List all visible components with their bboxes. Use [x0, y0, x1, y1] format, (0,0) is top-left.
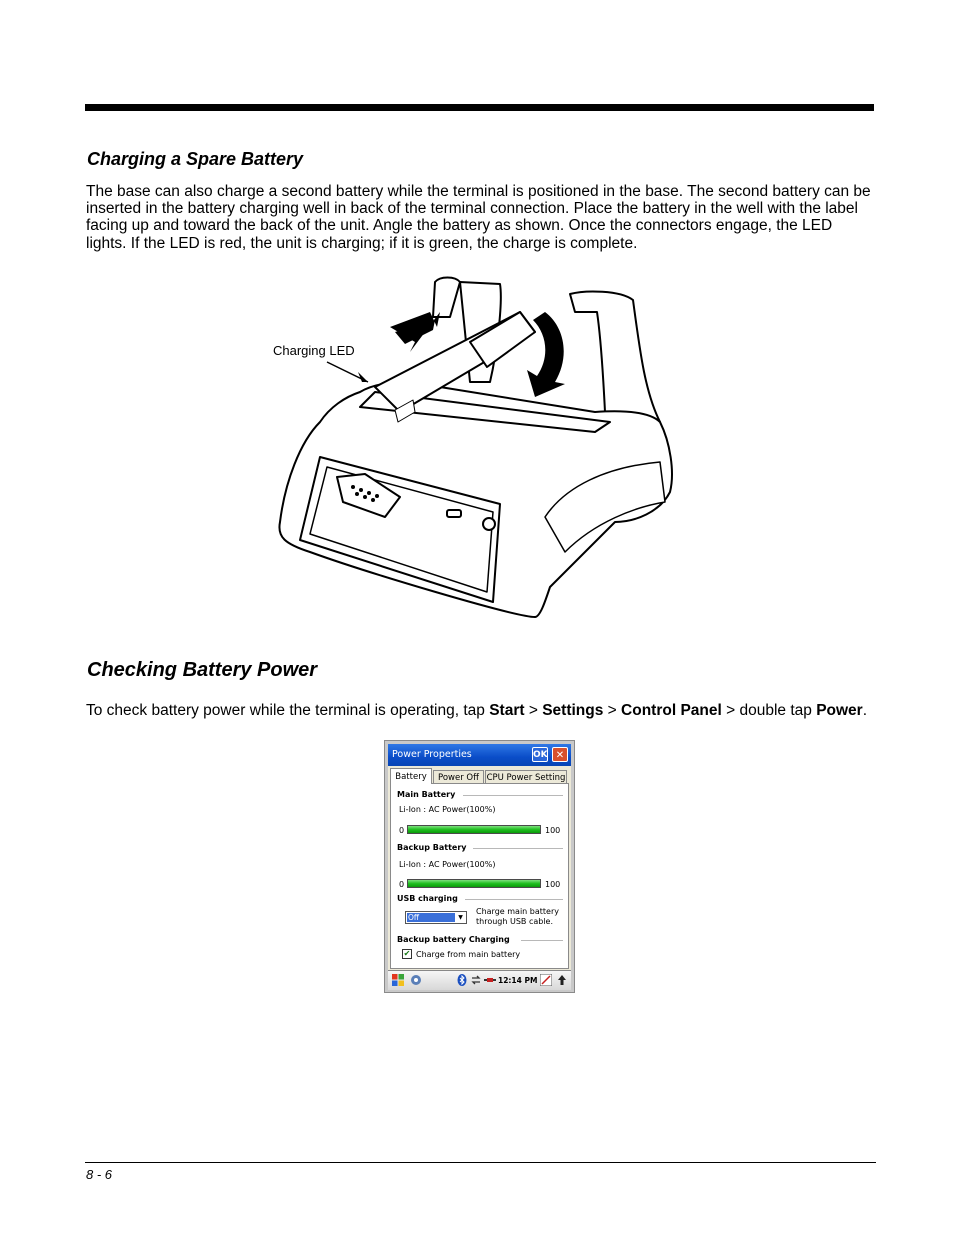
charge-from-main-checkbox[interactable]: ✔: [403, 949, 411, 958]
backup-charging-label: Backup battery Charging: [397, 935, 510, 944]
section-title-checking-battery-power: Checking Battery Power: [87, 659, 318, 681]
step-power: Power: [816, 702, 863, 719]
group-divider: [465, 899, 563, 900]
step-control-panel: Control Panel: [621, 702, 722, 719]
usb-charging-select[interactable]: [405, 911, 467, 924]
tab-cpu-power-setting[interactable]: CPU Power Setting: [485, 770, 567, 784]
usb-charging-selected-value: Off: [407, 913, 455, 922]
tab-battery[interactable]: Battery: [390, 768, 432, 784]
close-button[interactable]: ✕: [552, 747, 568, 762]
keyboard-toggle-icon[interactable]: [556, 974, 568, 986]
dialog-title: Power Properties: [392, 749, 472, 760]
group-divider: [473, 848, 563, 849]
step-start: Start: [489, 702, 525, 719]
separator: >: [603, 702, 622, 719]
para-text: > double tap: [721, 702, 817, 719]
charging-base-illustration: [265, 272, 695, 642]
taskbar: [388, 970, 571, 990]
power-plug-icon[interactable]: [484, 974, 496, 986]
sync-icon[interactable]: [470, 974, 482, 986]
windows-start-icon[interactable]: [392, 974, 404, 986]
chevron-down-icon[interactable]: ▼: [458, 914, 463, 921]
ok-button[interactable]: OK: [532, 747, 548, 762]
backup-battery-level-fill: [408, 880, 540, 887]
backup-battery-label: Backup Battery: [397, 843, 467, 852]
section-title-charging-spare-battery: Charging a Spare Battery: [87, 149, 304, 169]
signal-icon[interactable]: [540, 974, 552, 986]
backup-battery-level-bar: [407, 879, 541, 888]
power-properties-dialog: [384, 740, 575, 993]
backup-battery-status: Li-Ion : AC Power(100%): [399, 860, 496, 869]
main-battery-status: Li-Ion : AC Power(100%): [399, 805, 496, 814]
main-battery-level-fill: [408, 826, 540, 833]
dialog-window: [388, 744, 571, 989]
para-text: To check battery power while the terminal is operating, tap: [86, 702, 490, 719]
group-divider: [521, 940, 563, 941]
tab-power-off[interactable]: Power Off: [433, 770, 484, 784]
page-number: 8 - 6: [86, 1167, 113, 1182]
separator: >: [524, 702, 543, 719]
main-battery-min: 0: [399, 826, 405, 835]
battery-tab-panel: [390, 783, 569, 969]
charging-spare-battery-paragraph: The base can also charge a second battery while the terminal is positioned in the base. The second battery can be inserted in the battery charging well in back of the terminal connection. Place the battery in the well with the label facing up and toward the back of the unit. Angle the battery as shown. Once the connectors engage, the LED lights. If the LED is red, the unit is charging; if it is green, the charge is complete.: [86, 183, 871, 252]
main-battery-label: Main Battery: [397, 790, 456, 799]
usb-charging-description-2: through USB cable.: [476, 917, 554, 926]
main-battery-level-bar: [407, 825, 541, 834]
checking-battery-paragraph: [86, 702, 876, 719]
dialog-titlebar: [388, 744, 571, 766]
group-divider: [463, 795, 563, 796]
usb-charging-label: USB charging: [397, 894, 458, 903]
backup-battery-max: 100: [545, 880, 561, 889]
charge-from-main-label: Charge from main battery: [416, 950, 521, 959]
para-text: .: [862, 702, 868, 719]
usb-charging-description-1: Charge main battery: [476, 907, 559, 916]
settings-icon[interactable]: [410, 974, 422, 986]
charging-led-callout: Charging LED: [273, 343, 355, 358]
taskbar-clock[interactable]: 12:14 PM: [498, 976, 538, 985]
bluetooth-icon[interactable]: [456, 974, 468, 986]
footer-rule: [85, 1162, 876, 1163]
backup-battery-min: 0: [399, 880, 405, 889]
header-rule: [85, 104, 874, 111]
step-settings: Settings: [542, 702, 604, 719]
main-battery-max: 100: [545, 826, 561, 835]
